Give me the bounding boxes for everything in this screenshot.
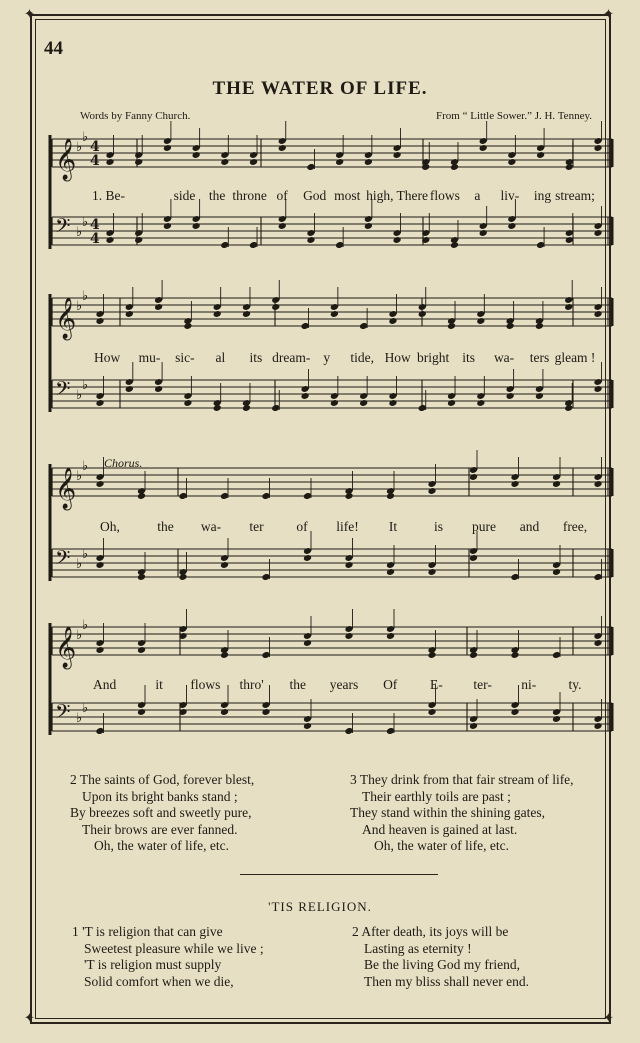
lyric-syllable: mu- <box>138 350 161 365</box>
note-head <box>301 392 310 400</box>
verse-line: By breezes soft and sweetly pure, <box>70 805 252 821</box>
note-head <box>552 480 561 488</box>
corner-ornament: ✦ <box>24 1011 35 1026</box>
note-head <box>552 568 561 576</box>
note-head <box>469 651 478 659</box>
flat-sign: ♭ <box>82 618 89 633</box>
note-head <box>154 303 163 311</box>
note-head <box>593 229 602 237</box>
note-head <box>105 236 114 244</box>
lyric-syllable: liv- <box>500 188 520 203</box>
note-head <box>306 236 315 244</box>
note-head <box>163 144 172 152</box>
note-head <box>364 158 373 166</box>
note-head <box>506 392 515 400</box>
flat-sign: ♭ <box>82 378 89 393</box>
note-head <box>220 708 229 716</box>
lyric-syllable: tide, <box>350 350 375 365</box>
lyric-syllable: E- <box>430 677 443 692</box>
note-head <box>427 651 436 659</box>
note-head <box>330 310 339 318</box>
lyric-syllable: the <box>157 519 174 534</box>
verse-line: Lasting as eternity ! <box>364 940 472 956</box>
bass-clef: 𝄢 <box>55 214 71 242</box>
lyric-syllable: flows <box>190 677 221 692</box>
corner-ornament: ✦ <box>24 7 35 22</box>
note-head <box>506 322 515 330</box>
flat-sign: ♭ <box>82 215 89 230</box>
verse-2 <box>70 772 254 855</box>
page-number: 44 <box>44 38 63 59</box>
verse-line: 2 After death, its joys will be <box>352 924 509 939</box>
flat-sign: ♭ <box>76 225 83 240</box>
note-head <box>450 163 459 171</box>
verse-line: Be the living God my friend, <box>364 957 520 973</box>
flat-sign: ♭ <box>82 547 89 562</box>
note-head <box>95 480 104 488</box>
note-head <box>163 222 172 230</box>
verse-line: 1 'T is religion that can give <box>72 924 223 939</box>
time-signature: 4 <box>90 139 100 155</box>
note-head <box>344 632 353 640</box>
lyric-syllable: y <box>323 350 331 365</box>
time-signature: 4 <box>90 217 100 233</box>
note-head <box>552 715 561 723</box>
note-head <box>593 722 602 730</box>
note-head <box>242 310 251 318</box>
verse-line: Then my bliss shall never end. <box>364 973 529 989</box>
note-head <box>535 392 544 400</box>
lyric-syllable: How <box>94 350 121 365</box>
bass-clef: 𝄢 <box>55 377 71 405</box>
note-head <box>593 144 602 152</box>
note-head <box>450 241 459 249</box>
lyric-syllable: a <box>474 188 481 203</box>
note-head <box>593 385 602 393</box>
note-head <box>220 158 229 166</box>
lyric-syllable: al <box>215 350 226 365</box>
lyric-syllable: And <box>93 677 117 692</box>
lyric-syllable: of <box>296 519 308 534</box>
note-head <box>536 151 545 159</box>
flat-sign: ♭ <box>76 628 83 643</box>
note-head <box>469 473 478 481</box>
note-head <box>278 144 287 152</box>
lyric-syllable: ters <box>529 350 550 365</box>
note-head <box>427 487 436 495</box>
section-divider <box>240 874 438 875</box>
note-head <box>213 310 222 318</box>
lyric-syllable: side <box>173 188 196 203</box>
flat-sign: ♭ <box>82 289 89 304</box>
lyric-syllable: thro' <box>239 677 264 692</box>
verse-line: Oh, the water of life, etc. <box>94 838 229 854</box>
note-head <box>242 404 251 412</box>
lyric-syllable: 1. Be- <box>92 188 125 203</box>
lyric-syllable: Of <box>383 677 398 692</box>
lyric-syllable: flows <box>429 188 460 203</box>
note-head <box>303 639 312 647</box>
note-head <box>278 222 287 230</box>
lyric-syllable: Oh, <box>100 519 120 534</box>
note-head <box>183 322 192 330</box>
flat-sign: ♭ <box>76 469 83 484</box>
note-head <box>137 492 146 500</box>
note-head <box>125 310 134 318</box>
note-head <box>427 708 436 716</box>
lyric-syllable: and <box>519 519 540 534</box>
note-head <box>469 554 478 562</box>
note-head <box>303 554 312 562</box>
note-head <box>427 568 436 576</box>
words-credit: Words by Fanny Church. <box>80 110 191 122</box>
note-head <box>386 492 395 500</box>
lyric-syllable: its <box>462 350 475 365</box>
treble-clef: 𝄞 <box>55 627 77 668</box>
note-head <box>303 722 312 730</box>
lyric-line <box>0 677 640 697</box>
note-head <box>388 399 397 407</box>
note-head <box>476 399 485 407</box>
note-head <box>386 568 395 576</box>
lyric-syllable: of <box>276 188 288 203</box>
note-head <box>95 317 104 325</box>
flat-sign: ♭ <box>76 388 83 403</box>
flat-sign: ♭ <box>76 711 83 726</box>
note-head <box>564 404 573 412</box>
verse-line: Sweetest pleasure while we live ; <box>84 940 264 956</box>
note-head <box>134 236 143 244</box>
lyric-syllable: the <box>208 188 226 203</box>
note-head <box>479 229 488 237</box>
note-head <box>213 404 222 412</box>
second-hymn-verse-1 <box>72 924 264 990</box>
note-head <box>105 158 114 166</box>
note-head <box>95 561 104 569</box>
note-head <box>447 399 456 407</box>
verse-line: 2 The saints of God, forever blest, <box>70 772 255 787</box>
chorus-label: Chorus. <box>104 456 143 470</box>
treble-clef: 𝄞 <box>55 468 77 509</box>
note-head <box>154 385 163 393</box>
lyric-syllable: ty. <box>568 677 582 692</box>
lyric-syllable: How <box>384 350 411 365</box>
note-head <box>386 632 395 640</box>
lyric-syllable: wa- <box>493 350 515 365</box>
note-head <box>359 399 368 407</box>
note-head <box>95 646 104 654</box>
verse-line: 3 They drink from that fair stream of life, <box>350 772 574 787</box>
lyric-syllable: is <box>433 519 444 534</box>
note-head <box>330 399 339 407</box>
verse-line: Solid comfort when we die, <box>84 973 234 989</box>
verse-line: Their brows are ever fanned. <box>82 821 238 837</box>
corner-ornament: ✦ <box>603 7 614 22</box>
lyric-line <box>0 188 640 208</box>
verse-line: Oh, the water of life, etc. <box>374 838 509 854</box>
hymn-title: THE WATER OF LIFE. <box>212 78 428 99</box>
lyric-syllable: gleam ! <box>554 350 596 365</box>
bass-clef: 𝄢 <box>55 700 71 728</box>
lyric-syllable: dream- <box>272 350 311 365</box>
note-head <box>535 322 544 330</box>
lyric-syllable: ni- <box>521 677 537 692</box>
lyric-syllable: high, <box>366 188 394 203</box>
note-head <box>192 151 201 159</box>
note-head <box>271 303 280 311</box>
note-head <box>393 236 402 244</box>
note-head <box>593 639 602 647</box>
lyric-syllable: its <box>249 350 263 365</box>
note-head <box>564 303 573 311</box>
lyric-line <box>0 350 640 370</box>
note-head <box>593 310 602 318</box>
lyric-syllable: It <box>388 519 398 534</box>
verse-line: Upon its bright banks stand ; <box>82 788 238 804</box>
note-head <box>476 317 485 325</box>
lyric-syllable: sic- <box>175 350 195 365</box>
lyric-syllable: bright <box>417 350 450 365</box>
treble-clef: 𝄞 <box>55 298 77 339</box>
flat-sign: ♭ <box>82 130 89 145</box>
lyric-syllable: it <box>155 677 163 692</box>
note-head <box>137 646 146 654</box>
source-credit: From “ Little Sower.” J. H. Tenney. <box>436 110 592 122</box>
note-head <box>393 151 402 159</box>
lyric-syllable: ing <box>533 188 552 203</box>
flat-sign: ♭ <box>76 299 83 314</box>
note-head <box>220 561 229 569</box>
note-head <box>510 480 519 488</box>
lyric-syllable: God <box>303 188 327 203</box>
lyric-syllable: pure <box>472 519 496 534</box>
flat-sign: ♭ <box>76 557 83 572</box>
lyric-syllable: There <box>396 188 429 203</box>
note-head <box>261 708 270 716</box>
note-head <box>507 158 516 166</box>
note-head <box>469 722 478 730</box>
lyric-syllable: the <box>289 677 307 692</box>
verse-line: 'T is religion must supply <box>84 957 222 973</box>
lyric-syllable: free, <box>562 519 588 534</box>
lyric-syllable: most <box>334 188 361 203</box>
verse-3 <box>350 772 574 855</box>
verse-line: Their earthly toils are past ; <box>362 788 511 804</box>
note-head <box>137 573 146 581</box>
note-head <box>183 399 192 407</box>
note-head <box>134 158 143 166</box>
lyric-syllable: throne <box>232 188 267 203</box>
note-head <box>507 222 516 230</box>
note-head <box>510 708 519 716</box>
lyric-syllable: years <box>329 677 359 692</box>
lyric-syllable: ter- <box>473 677 492 692</box>
flat-sign: ♭ <box>76 140 83 155</box>
second-hymn-verse-2 <box>352 924 529 990</box>
note-head <box>510 651 519 659</box>
note-head <box>364 222 373 230</box>
flat-sign: ♭ <box>82 701 89 716</box>
verse-line: And heaven is gained at last. <box>362 821 518 837</box>
note-head <box>344 492 353 500</box>
note-head <box>249 158 258 166</box>
note-head <box>335 158 344 166</box>
treble-clef: 𝄞 <box>55 139 77 180</box>
note-head <box>95 399 104 407</box>
note-head <box>479 144 488 152</box>
note-head <box>344 561 353 569</box>
note-head <box>192 222 201 230</box>
note-head <box>137 708 146 716</box>
time-signature: 4 <box>90 231 100 247</box>
note-head <box>178 573 187 581</box>
note-head <box>125 385 134 393</box>
note-head <box>220 651 229 659</box>
flat-sign: ♭ <box>82 459 89 474</box>
lyric-line <box>0 519 640 539</box>
lyric-syllable: ter <box>249 519 264 534</box>
note-head <box>388 317 397 325</box>
verse-line: They stand within the shining gates, <box>350 805 545 821</box>
corner-ornament: ✦ <box>603 1011 614 1026</box>
time-signature: 4 <box>90 153 100 169</box>
note-head <box>593 480 602 488</box>
lyric-syllable: life! <box>336 519 359 534</box>
note-head <box>447 322 456 330</box>
note-head <box>418 310 427 318</box>
lyric-syllable: wa- <box>200 519 222 534</box>
lyric-syllable: stream; <box>555 188 595 203</box>
bass-clef: 𝄢 <box>55 546 71 574</box>
second-hymn-title: 'TIS RELIGION. <box>268 899 372 914</box>
